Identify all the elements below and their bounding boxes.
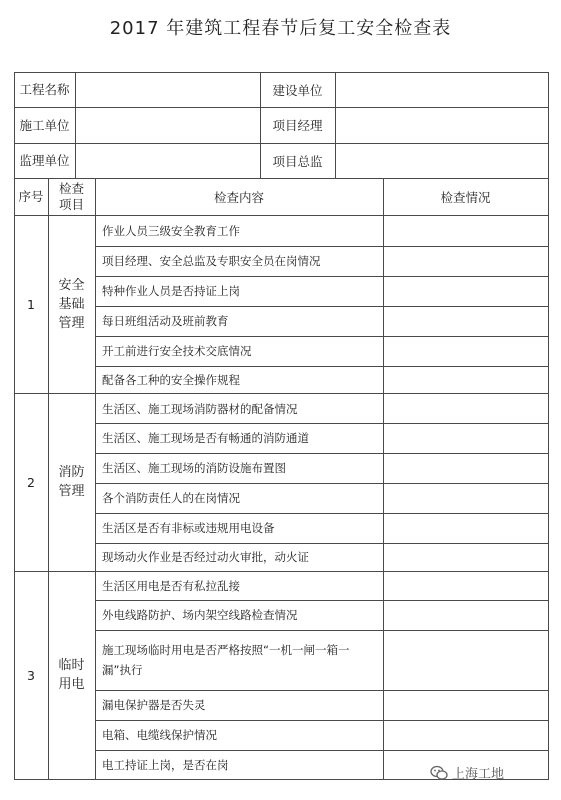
project-manager-value[interactable] — [336, 108, 548, 143]
check-item: 电箱、电缆线保护情况 — [102, 728, 217, 742]
check-item: 生活区、施工现场的消防设施布置图 — [102, 461, 286, 475]
check-item: 各个消防责任人的在岗情况 — [102, 491, 240, 505]
check-item: 生活区、施工现场消防器材的配备情况 — [102, 401, 298, 416]
col-header-content: 检查内容 — [213, 189, 264, 205]
project-director-label: 项目总监 — [272, 153, 323, 169]
check-item: 项目经理、安全总监及专职安全员在岗情况 — [102, 254, 321, 268]
wechat-icon — [430, 765, 448, 781]
check-item: 外电线路防护、场内架空线路检查情况 — [102, 608, 298, 622]
watermark — [430, 763, 504, 782]
section-2-category: 消防管理 — [58, 465, 85, 499]
construction-unit-value[interactable] — [336, 73, 548, 107]
project-name-value[interactable] — [76, 73, 260, 107]
section-2-no: 2 — [27, 474, 35, 490]
section-3-no: 3 — [27, 667, 35, 683]
builder-unit-label: 施工单位 — [19, 117, 70, 133]
col-header-no: 序号 — [18, 188, 44, 204]
check-item: 电工持证上岗，是否在岗 — [102, 757, 229, 772]
supervision-unit-label: 监理单位 — [19, 153, 70, 168]
col-header-category: 检查项目 — [58, 180, 84, 212]
check-item: 配备各工种的安全操作规程 — [102, 372, 240, 387]
project-name-label: 工程名称 — [19, 82, 70, 97]
supervision-unit-value[interactable] — [76, 144, 260, 178]
check-item: 生活区用电是否有私拉乱接 — [102, 579, 240, 593]
builder-unit-value[interactable] — [76, 108, 260, 143]
watermark-text: 上海工地 — [452, 767, 505, 782]
section-3-category: 临时用电 — [58, 658, 85, 692]
check-item: 现场动火作业是否经过动火审批，动火证 — [102, 550, 309, 564]
section-1-no: 1 — [27, 296, 35, 312]
check-item: 作业人员三级安全教育工作 — [102, 224, 240, 238]
check-item: 生活区是否有非标或违规用电设备 — [102, 521, 275, 535]
project-manager-label: 项目经理 — [272, 118, 323, 133]
construction-unit-label: 建设单位 — [272, 82, 323, 98]
check-item: 每日班组活动及班前教育 — [102, 314, 229, 328]
check-item: 特种作业人员是否持证上岗 — [102, 284, 240, 298]
check-item: 生活区、施工现场是否有畅通的消防通道 — [102, 431, 309, 445]
project-director-value[interactable] — [336, 144, 548, 178]
check-item: 漏电保护器是否失灵 — [102, 698, 206, 712]
section-1-category: 安全基础管理 — [58, 277, 85, 331]
col-header-status: 检查情况 — [440, 189, 491, 205]
check-item: 开工前进行安全技术交底情况 — [102, 344, 252, 358]
check-item: 施工现场临时用电是否严格按照“一机一闸一箱一漏”执行 — [102, 643, 350, 677]
page-title: 2017 年建筑工程春节后复工安全检查表 — [109, 18, 452, 39]
